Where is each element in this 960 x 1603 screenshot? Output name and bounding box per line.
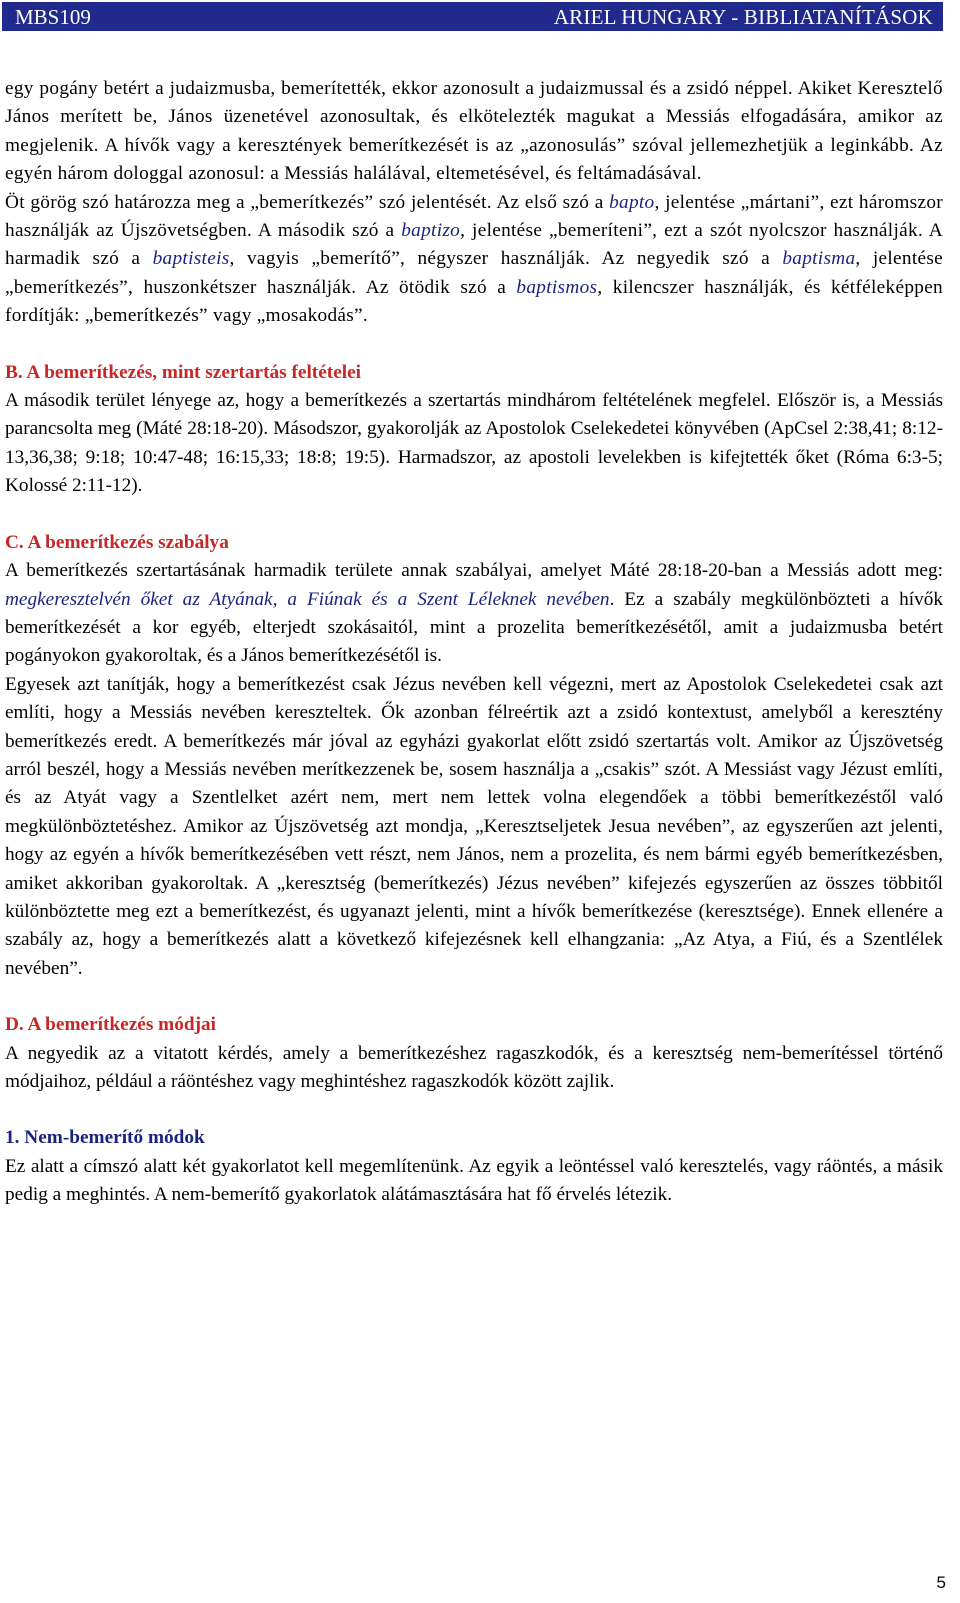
section-c-text xyxy=(5,557,943,671)
subsection-1-heading: 1. Nem-bemerítő módok xyxy=(5,1127,205,1149)
header-code: MBS109 xyxy=(15,5,91,29)
text-span: , jelentése „mártani”, ezt háromszor használják az Újszövetségben. A második szó a xyxy=(5,191,943,242)
text-span: A bemerítkezés szertartásának harmadik területe annak szabályai, amelyet Máté 28:18-20-ban a Messiás adott meg: xyxy=(5,560,943,582)
text-span: Öt görög szó határozza meg a „bemerítkezés” szó jelentését. Az első szó a xyxy=(5,191,610,213)
page-number: 5 xyxy=(936,1573,946,1592)
greek-word: baptismos xyxy=(516,276,598,298)
spacer xyxy=(5,501,943,529)
section-d-text: A negyedik az a vitatott kérdés, amely a bemerítkezéshez ragaszkodók, és a keresztség nem-bemerítéssel történő módjaihoz, például a ráöntéshez vagy meghintéshez ragaszkodók között zajlik. xyxy=(5,1042,943,1092)
spacer xyxy=(5,983,943,1011)
section-d-heading: D. A bemerítkezés módjai xyxy=(5,1014,216,1036)
document-body xyxy=(5,75,943,1210)
header-title: ARIEL HUNGARY - BIBLIATANÍTÁSOK xyxy=(553,5,933,29)
subsection-1-text: Ez alatt a címszó alatt két gyakorlatot kell megemlítenünk. Az egyik a leöntéssel való keresztelés, vagy ráöntés, a másik pedig a meghintés. A nem-bemerítő gyakorlatok alátámasztására hat fő érvelés létezik. xyxy=(5,1155,943,1206)
section-b-text: A második terület lényege az, hogy a bemerítkezés a szertartás mindhárom feltételének megfelel. Először is, a Messiás parancsolta meg (Máté 28:18-20). Másodszor, gyakorolják az Apostolok Cselekedetei könyvében (ApCsel 2:38,41; 8:12-13,36,38; 9:18; 10:47-48; 16:15,33; 18:8; 19:5). Harmadszor, az apostoli levelekben is kifejtették őket (Róma 6:3-5; Kolossé 2:11-12). xyxy=(5,390,943,497)
text-span: , jelentése „bemerítkezés”, huszonkétszer használják. Az ötödik szó a xyxy=(5,248,943,298)
greek-word: bapto xyxy=(609,191,655,213)
section-b-heading: B. A bemerítkezés, mint szertartás feltételei xyxy=(5,361,362,383)
spacer xyxy=(5,331,943,359)
scripture-quote: megkeresztelvén őket az Atyának, a Fiúnak és a Szent Léleknek nevében xyxy=(5,588,610,610)
text-span: , jelentése „bemeríteni”, ezt a szót nyolcszor használják. A harmadik szó a xyxy=(5,220,944,270)
text-span: , kilencszer használják, és kétféleképpen fordítják: „bemerítkezés” vagy „mosakodás”. xyxy=(5,276,943,327)
section-c-text-2: Egyesek azt tanítják, hogy a bemerítkezést csak Jézus nevében kell végezni, mert az Apostolok Cselekedetei csak azt említi, hogy a Messiás nevében kereszteltek. Ők azonban félreértik azt a zsidó kontextust, amelyből a keresztény bemerítkezés eredt. A bemerítkezés már jóval az egyházi gyakorlat előtt zsidó szertartás volt. Amikor az Újszövetség arról beszél, hogy a Messiás nevében merítkezzenek be, sosem használja a „csakis” szót. A Messiást vagy Jézust említi, és az Atyát vagy a Szentlelket azért nem, mert nem lettek volna elegendőek a többi bemerítkezéstől való megkülönböztetéshez. Amikor az Újszövetség azt mondja, „Keresztseljetek Jesua nevében”, az egyszerűen azt jelenti, hogy az egyén a hívők bemerítkezésében vett részt, nem János, nem a prozelita, és nem bármi egyéb bemerítkezésben, amiket akkoriban gyakoroltak. A „keresztség (bemerítkezés) Jézus nevében” kifejezés egyszerűen az összes többitől különböztette meg ezt a bemerítkezést, és ugyanazt jelenti, mint a hívők bemerítkezése (keresztsége). Ennek ellenére a szabály az, hogy a bemerítkezés alatt a következő kifejezésnek kell elhangzania: „Az Atya, a Fiú, és a Szentlélek nevében”. xyxy=(5,673,943,979)
greek-word: baptisma xyxy=(782,248,856,270)
page-header xyxy=(2,2,943,31)
paragraph: egy pogány betért a judaizmusba, bemerítették, ekkor azonosult a judaizmussal és a zsidó néppel. Akiket Keresztelő János merített be, János üzenetével azonosultak, és elkötelezték magukat a Messiás elfogadására, amikor az megjelenik. A hívők vagy a keresztények bemerítkezését is az „azonosulás” szóval jellemezhetjük a leginkább. Az egyén három dologgal azonosul: a Messiás halálával, eltemetésével, és feltámadásával. xyxy=(5,78,943,185)
greek-words-paragraph xyxy=(5,189,943,331)
greek-word: baptizo xyxy=(401,220,461,242)
text-span: , vagyis „bemerítő”, négyszer használják. Az negyedik szó a xyxy=(229,248,783,270)
spacer xyxy=(5,1096,943,1124)
greek-word: baptisteis xyxy=(152,248,230,270)
text-span: . Ez a szabály megkülönbözteti a hívők bemerítkezését a kor egyéb, elterjedt szokásaitól, mint a prozelita bemerítkezésétől, amit a judaizmusba betért pogányokon gyakoroltak, és a János bemerítkezésétől is. xyxy=(5,588,944,667)
section-c-heading: C. A bemerítkezés szabálya xyxy=(5,531,229,553)
